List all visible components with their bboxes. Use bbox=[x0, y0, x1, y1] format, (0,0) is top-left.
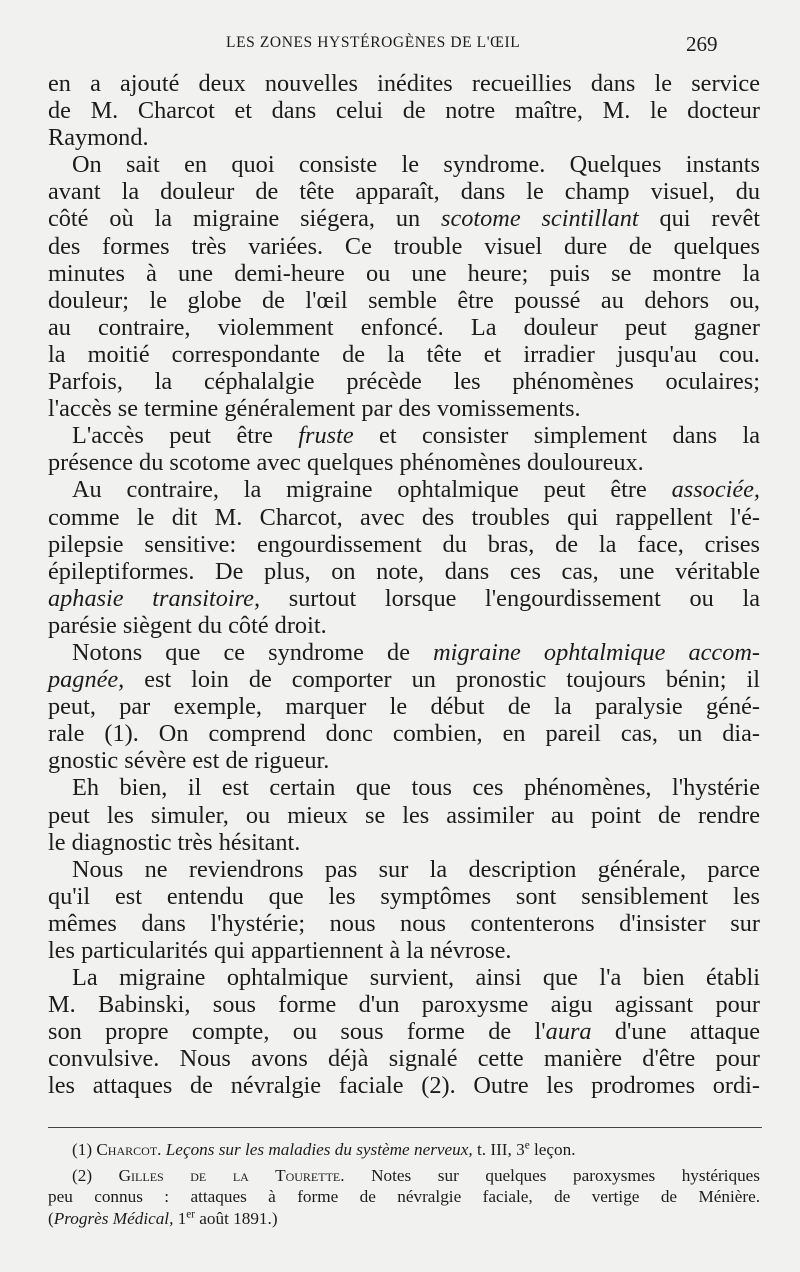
footnote-line: (1) Charcot. Leçons sur les maladies du système nerveux, t. III, 3e leçon. bbox=[72, 1139, 576, 1159]
paragraph bbox=[48, 964, 760, 1099]
text-line: convulsive. Nous avons déjà signalé cette manière d'être pour bbox=[48, 1045, 760, 1073]
text-line: L'accès peut être fruste et consister simplement dans la bbox=[72, 422, 760, 450]
paragraph bbox=[48, 151, 760, 422]
text-line: On sait en quoi consiste le syndrome. Quelques instants bbox=[72, 151, 760, 179]
text-line: parésie siègent du côté droit. bbox=[48, 611, 327, 639]
text-line: Notons que ce syndrome de migraine ophtalmique accom- bbox=[72, 638, 760, 666]
text-line: mêmes dans l'hystérie; nous nous contenterons d'insister sur bbox=[48, 909, 760, 937]
footnote-line: (Progrès Médical, 1er août 1891.) bbox=[48, 1208, 278, 1228]
text-line: La migraine ophtalmique survient, ainsi que l'a bien établi bbox=[72, 964, 760, 992]
text-line: le diagnostic très hésitant. bbox=[48, 828, 301, 856]
text-line: épileptiformes. De plus, on note, dans ces cas, une véritable bbox=[48, 557, 760, 585]
text-line: les particularités qui appartiennent à la névrose. bbox=[48, 937, 512, 964]
body-text bbox=[48, 70, 760, 1100]
paragraph bbox=[48, 476, 760, 639]
text-line: Nous ne reviendrons pas sur la description générale, parce bbox=[72, 855, 760, 883]
running-title: LES ZONES HYSTÉROGÈNES DE L'ŒIL bbox=[226, 34, 521, 51]
text-line: avant la douleur de tête apparaît, dans le champ visuel, du bbox=[48, 178, 760, 206]
footnote-2 bbox=[48, 1165, 760, 1230]
text-line: M. Babinski, sous forme d'un paroxysme aigu agissant pour bbox=[48, 991, 760, 1019]
text-line: minutes à une demi-heure ou une heure; puis se montre la bbox=[48, 259, 760, 287]
paragraph bbox=[48, 639, 760, 774]
italic-term: migraine ophtalmique accom- bbox=[433, 638, 760, 666]
text-line: comme le dit M. Charcot, avec des troubles qui rappellent l'é- bbox=[48, 503, 760, 531]
italic-term: pagnée, bbox=[48, 666, 125, 694]
text-line: Au contraire, la migraine ophtalmique peut être associée, bbox=[72, 476, 760, 504]
text-line: son propre compte, ou sous forme de l'aura d'une attaque bbox=[48, 1018, 761, 1046]
text-line: Raymond. bbox=[48, 124, 149, 152]
text-line: qu'il est entendu que les symptômes sont sensiblement les bbox=[48, 882, 760, 910]
italic-term: fruste bbox=[298, 422, 354, 450]
footnote-line: peu connus : attaques à forme de névralgie faciale, de vertige de Ménière. bbox=[48, 1187, 760, 1207]
text-line: côté où la migraine siégera, un scotome scintillant qui revêt bbox=[48, 205, 760, 233]
text-line: Eh bien, il est certain que tous ces phénomènes, l'hystérie bbox=[72, 774, 760, 802]
text-line: la moitié correspondante de la tête et irradier jusqu'au cou. bbox=[48, 340, 760, 368]
text-line: l'accès se termine généralement par des vomissements. bbox=[48, 395, 581, 423]
text-line: en a ajouté deux nouvelles inédites recueillies dans le service bbox=[48, 70, 760, 97]
text-line: de M. Charcot et dans celui de notre maître, M. le docteur bbox=[48, 97, 760, 125]
text-line: Parfois, la céphalalgie précède les phénomènes oculaires; bbox=[48, 368, 760, 396]
footnotes bbox=[48, 1139, 760, 1233]
italic-term: associée, bbox=[671, 476, 760, 504]
text-line: aphasie transitoire, surtout lorsque l'engourdissement ou la bbox=[48, 584, 760, 612]
text-line: des formes très variées. Ce trouble visuel dure de quelques bbox=[48, 232, 760, 260]
text-line: pilepsie sensitive: engourdissement du bras, de la face, crises bbox=[48, 530, 760, 558]
text-line: gnostic sévère est de rigueur. bbox=[48, 747, 330, 775]
italic-term: aphasie transitoire, bbox=[48, 584, 261, 612]
text-line: présence du scotome avec quelques phénomènes douloureux. bbox=[48, 449, 644, 477]
paragraph bbox=[48, 856, 760, 964]
footnote-rule bbox=[48, 1127, 762, 1128]
footnote-line: (2) Gilles de la Tourette. Notes sur quelques paroxysmes hystériques bbox=[72, 1165, 760, 1185]
page-number: 269 bbox=[686, 32, 718, 56]
text-line: peut les simuler, ou mieux se les assimiler au point de rendre bbox=[48, 801, 760, 829]
footnote-1 bbox=[48, 1139, 760, 1161]
text-line: peut, par exemple, marquer le début de la paralysie géné- bbox=[48, 693, 760, 721]
text-line: pagnée, est loin de comporter un pronostic toujours bénin; il bbox=[48, 666, 760, 694]
italic-term: aura bbox=[545, 1018, 592, 1046]
text-line: rale (1). On comprend donc combien, en pareil cas, un dia- bbox=[48, 720, 760, 748]
text-line: douleur; le globe de l'œil semble être poussé au dehors ou, bbox=[48, 286, 760, 314]
italic-term: scotome scintillant bbox=[440, 205, 639, 233]
paragraph bbox=[48, 70, 760, 151]
paragraph bbox=[48, 422, 760, 476]
text-line: les attaques de névralgie faciale (2). Outre les prodromes ordi- bbox=[48, 1072, 760, 1100]
paragraph bbox=[48, 774, 760, 855]
text-line: au contraire, violemment enfoncé. La douleur peut gagner bbox=[48, 313, 760, 341]
page-header bbox=[0, 34, 800, 58]
